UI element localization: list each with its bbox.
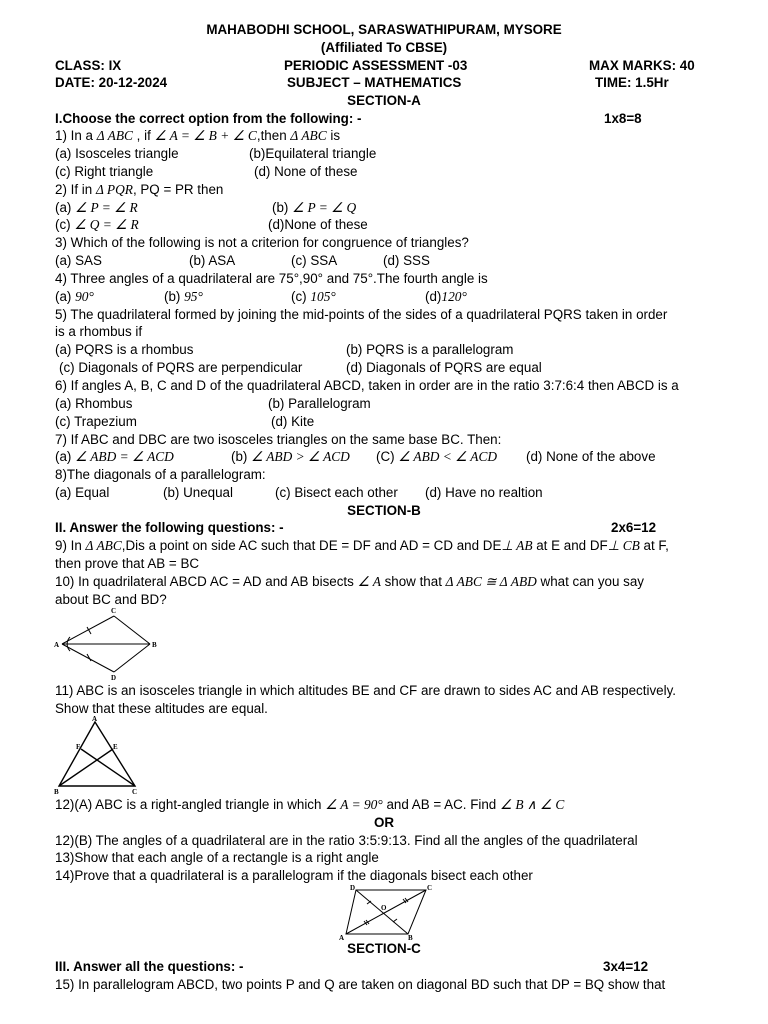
q2-option-a: (a) ∠ P = ∠ R	[55, 200, 138, 215]
question-7: 7) If ABC and DBC are two isosceles triangles on the same base BC. Then:	[55, 432, 502, 447]
time-label: TIME: 1.5Hr	[595, 75, 669, 90]
fig14-label-c: C	[427, 884, 433, 892]
section-a-marks: 1x8=8	[604, 111, 642, 126]
class-label: CLASS: IX	[55, 58, 122, 73]
q3-option-a: (a) SAS	[55, 253, 102, 268]
q8-option-d: (d) Have no realtion	[425, 485, 543, 500]
q2-option-d: (d)None of these	[268, 217, 368, 232]
q5-option-b: (b) PQRS is a parallelogram	[346, 342, 514, 357]
question-12a: 12)(A) ABC is a right-angled triangle in which ∠ A = 90° and AB = AC. Find ∠ B ∧ ∠ C	[55, 797, 565, 812]
fig14-label-o: O	[381, 904, 387, 912]
school-name: MAHABODHI SCHOOL, SARASWATHIPURAM, MYSORE	[206, 22, 562, 37]
fig14-label-a: A	[339, 934, 345, 942]
question-11-line-2: Show that these altitudes are equal.	[55, 701, 268, 716]
question-1: 1) In a Δ ABC , if ∠ A = ∠ B + ∠ C,then Δ ABC is	[55, 128, 341, 143]
fig10-label-d: D	[111, 674, 117, 682]
question-10: 10) In quadrilateral ABCD AC = AD and AB bisects ∠ A show that Δ ABC ≅ Δ ABD what can you say	[55, 574, 644, 589]
q6-option-d: (d) Kite	[271, 414, 315, 429]
q7-option-b: (b) ∠ ABD > ∠ ACD	[231, 449, 350, 464]
question-12b: 12)(B) The angles of a quadrilateral are in the ratio 3:5:9:13. Find all the angles of the quadrilateral	[55, 833, 638, 848]
section-b-instruction: II. Answer the following questions: -	[55, 520, 284, 535]
question-4: 4) Three angles of a quadrilateral are 75°,90° and 75°.The fourth angle is	[55, 271, 488, 286]
q7-option-a: (a) ∠ ABD = ∠ ACD	[55, 449, 174, 464]
question-9-line-2: then prove that AB = BC	[55, 556, 200, 571]
section-c-marks: 3x4=12	[603, 959, 649, 974]
date-label: DATE: 20-12-2024	[55, 75, 168, 90]
fig14-label-d: D	[350, 884, 356, 892]
q7-option-d: (d) None of the above	[526, 449, 656, 464]
fig10-label-b: B	[152, 641, 157, 649]
assessment-label: PERIODIC ASSESSMENT -03	[284, 58, 468, 73]
question-11-line-1: 11) ABC is an isosceles triangle in which altitudes BE and CF are drawn to sides AC and AB respectively.	[55, 683, 676, 698]
q5-option-a: (a) PQRS is a rhombus	[55, 342, 194, 357]
fig10-label-a: A	[54, 641, 60, 649]
q4-option-a: (a) 90°	[55, 289, 94, 304]
question-13: 13)Show that each angle of a rectangle is a right angle	[55, 850, 379, 865]
q6-option-b: (b) Parallelogram	[268, 396, 371, 411]
q8-option-b: (b) Unequal	[163, 485, 233, 500]
question-6: 6) If angles A, B, C and D of the quadrilateral ABCD, taken in order are in the ratio 3:7:6:4 then ABCD is a	[55, 378, 679, 393]
fig10-label-c: C	[111, 607, 117, 615]
q4-option-b: (b) 95°	[164, 289, 203, 304]
q2-option-b: (b) ∠ P = ∠ Q	[272, 200, 357, 215]
q7-option-c: (C) ∠ ABD < ∠ ACD	[376, 449, 498, 464]
q6-option-c: (c) Trapezium	[55, 414, 137, 429]
section-b-marks: 2x6=12	[611, 520, 657, 535]
fig11-label-e: E	[113, 743, 118, 751]
fig11-label-b: B	[54, 788, 59, 796]
question-5-line-1: 5) The quadrilateral formed by joining the mid-points of the sides of a quadrilateral PQRS taken in order	[55, 307, 668, 322]
question-8: 8)The diagonals of a parallelogram:	[55, 467, 266, 482]
fig14-label-b: B	[408, 934, 413, 942]
q1-option-a: (a) Isosceles triangle	[55, 146, 179, 161]
q1-option-b: (b)Equilateral triangle	[249, 146, 377, 161]
figure-q10-quadrilateral	[50, 606, 165, 682]
question-3: 3) Which of the following is not a criterion for congruence of triangles?	[55, 235, 469, 250]
question-15: 15) In parallelogram ABCD, two points P and Q are taken on diagonal BD such that DP = BQ show that	[55, 977, 666, 992]
q3-option-c: (c) SSA	[291, 253, 338, 268]
section-a-title: SECTION-A	[347, 93, 421, 108]
fig11-label-f: F	[76, 743, 81, 751]
section-c-title: SECTION-C	[347, 941, 421, 956]
section-b-title: SECTION-B	[347, 503, 421, 518]
q3-option-b: (b) ASA	[189, 253, 236, 268]
q8-option-c: (c) Bisect each other	[275, 485, 398, 500]
question-2: 2) If in Δ PQR, PQ = PR then	[55, 182, 224, 197]
section-c-instruction: III. Answer all the questions: -	[55, 959, 244, 974]
max-marks: MAX MARKS: 40	[589, 58, 695, 73]
fig11-label-a: A	[92, 715, 98, 723]
q1-option-d: (d) None of these	[254, 164, 358, 179]
figure-q11-isosceles-triangle	[50, 716, 145, 796]
q5-option-d: (d) Diagonals of PQRS are equal	[346, 360, 542, 375]
q2-option-c: (c) ∠ Q = ∠ R	[55, 217, 139, 232]
figure-q14-parallelogram	[338, 884, 438, 942]
question-14: 14)Prove that a quadrilateral is a parallelogram if the diagonals bisect each other	[55, 868, 533, 883]
q8-option-a: (a) Equal	[55, 485, 110, 500]
fig11-label-c: C	[132, 788, 138, 796]
question-10-line-2: about BC and BD?	[55, 592, 167, 607]
question-9: 9) In Δ ABC,Dis a point on side AC such that DE = DF and AD = CD and DE⊥ AB at E and DF⊥ CB at F,	[55, 538, 669, 553]
q5-option-c: (c) Diagonals of PQRS are perpendicular	[59, 360, 303, 375]
section-a-instruction: I.Choose the correct option from the following: -	[55, 111, 362, 126]
or-separator: OR	[373, 815, 395, 830]
q4-option-c: (c) 105°	[291, 289, 336, 304]
affiliation: (Affiliated To CBSE)	[320, 40, 448, 55]
subject-label: SUBJECT – MATHEMATICS	[287, 75, 462, 90]
q1-option-c: (c) Right triangle	[55, 164, 154, 179]
question-5-line-2: is a rhombus if	[55, 324, 143, 339]
q4-option-d: (d)120°	[425, 289, 467, 304]
q3-option-d: (d) SSS	[383, 253, 430, 268]
q6-option-a: (a) Rhombus	[55, 396, 133, 411]
